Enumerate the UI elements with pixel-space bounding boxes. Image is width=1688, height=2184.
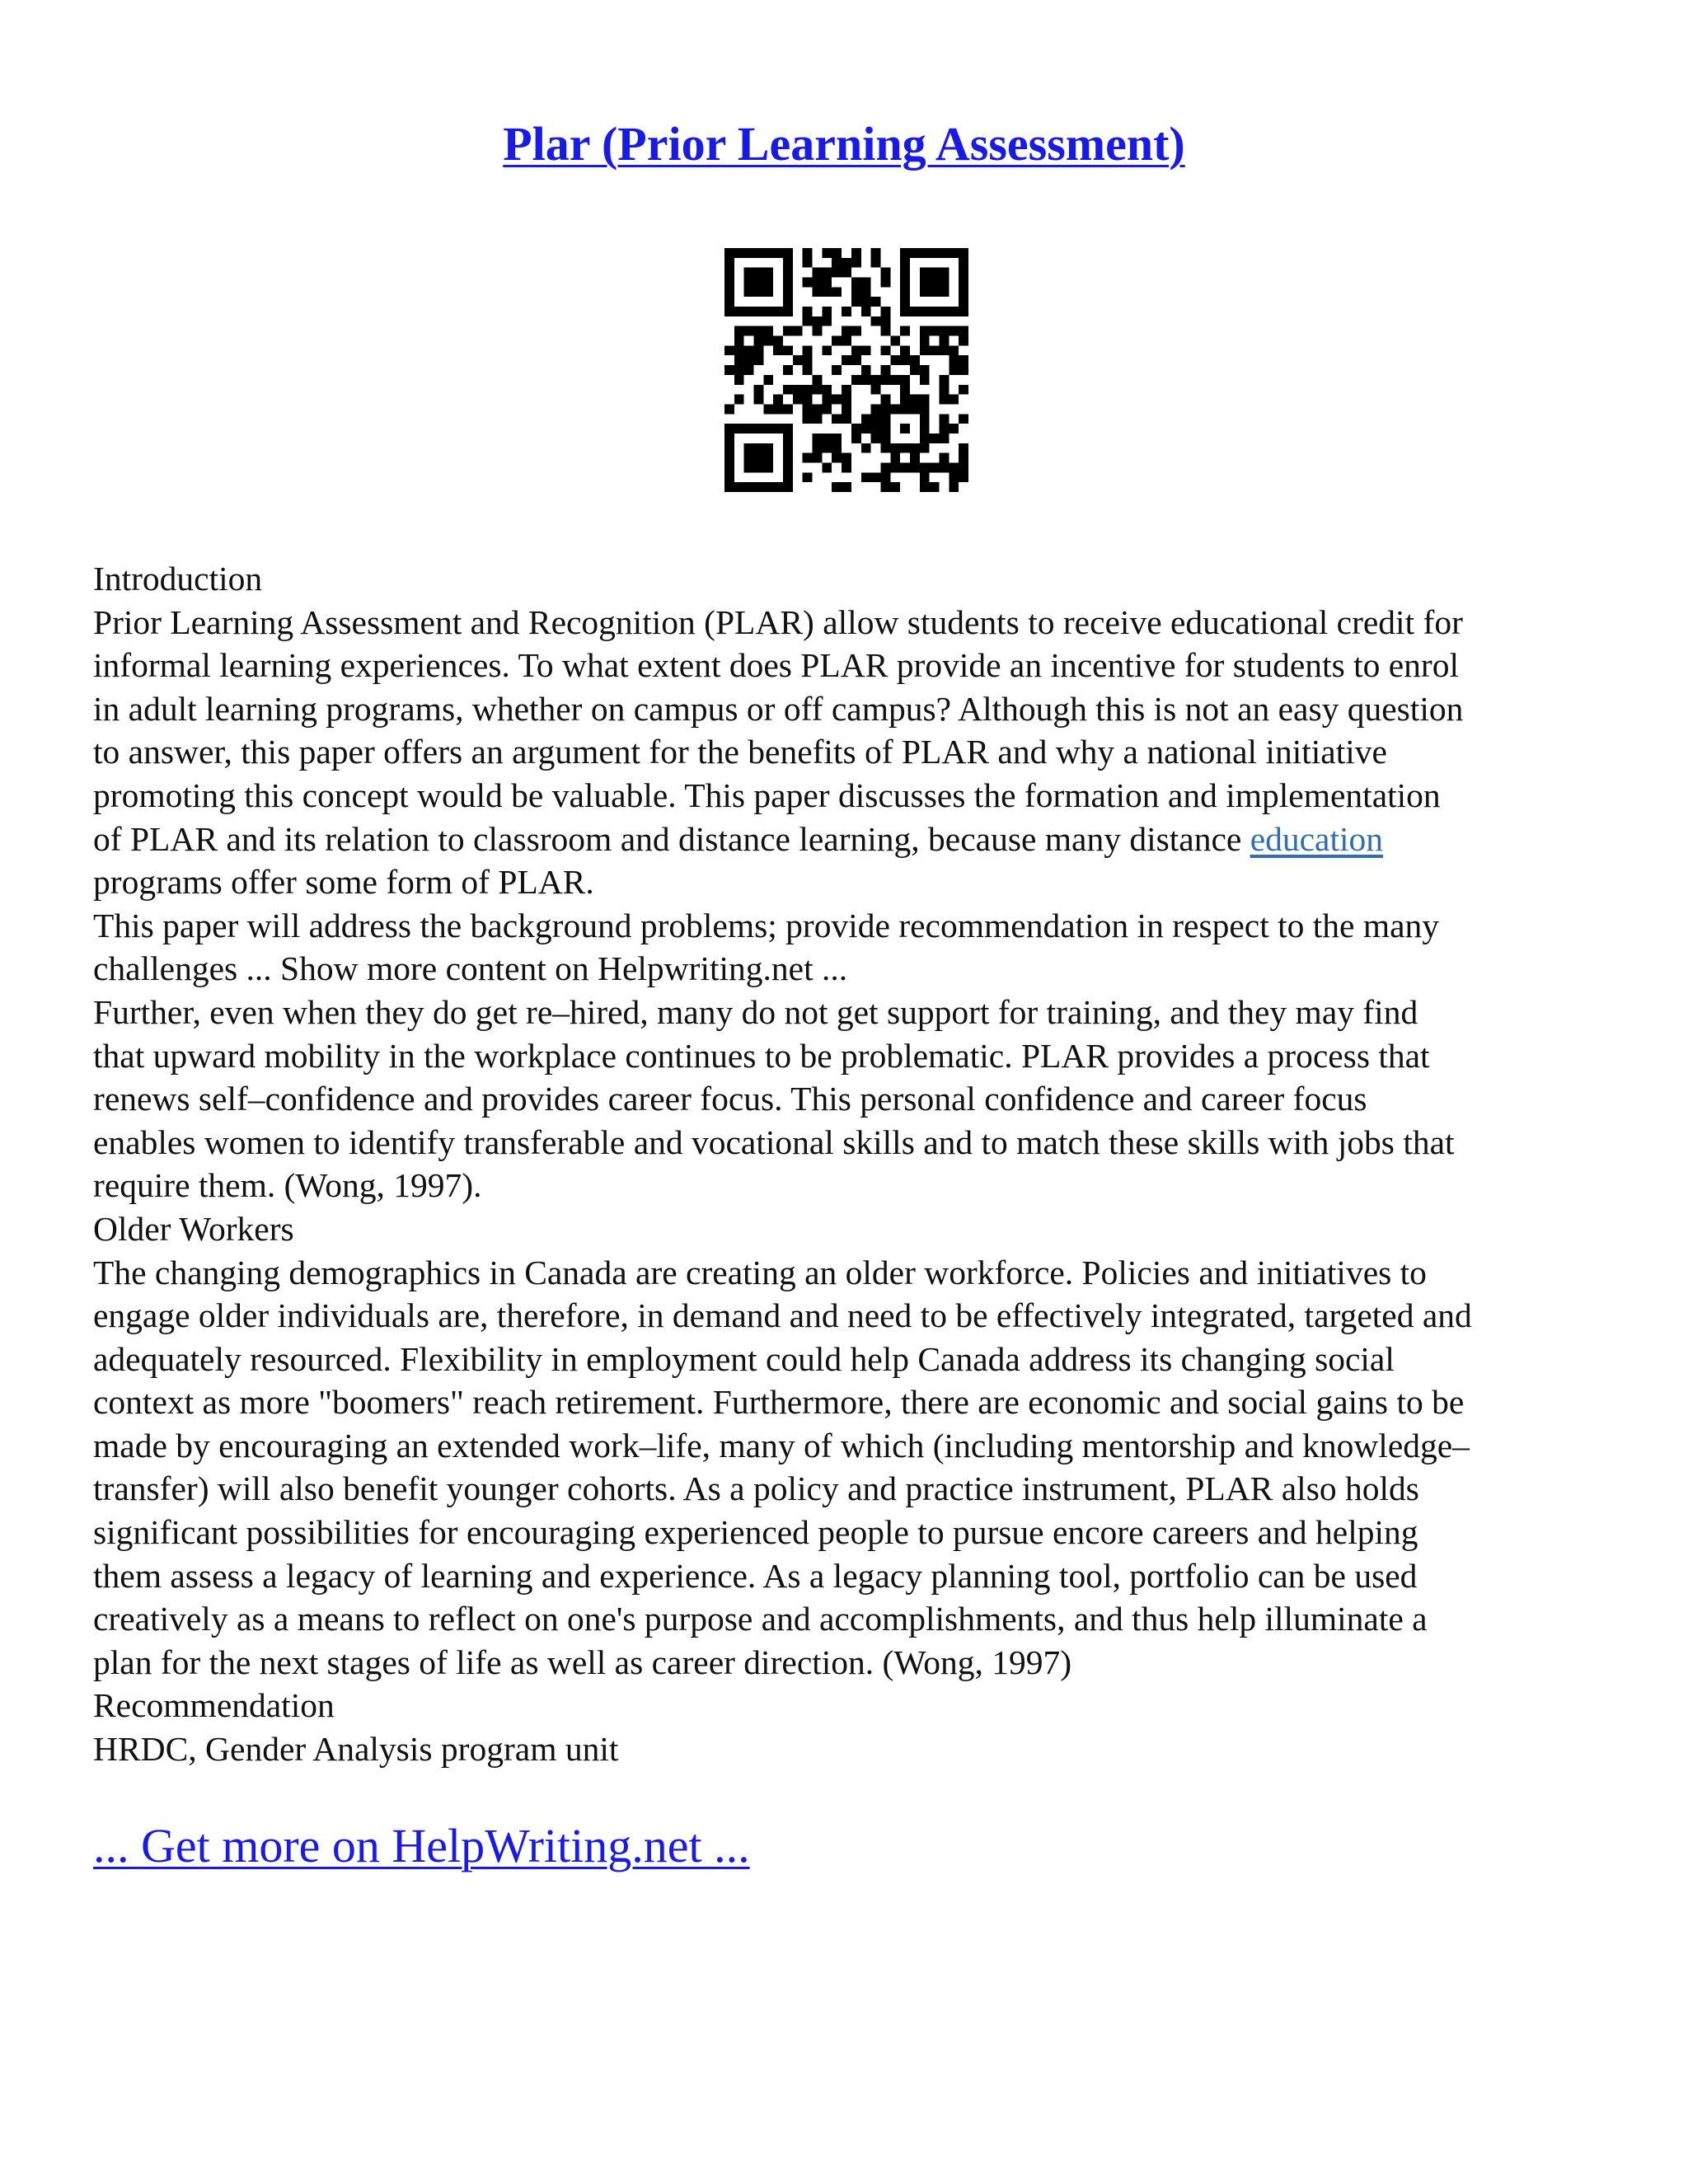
get-more-section bbox=[93, 1817, 750, 1875]
paragraph-line: require them. (Wong, 1997). bbox=[93, 1166, 482, 1205]
paragraph-line: plan for the next stages of life as well as career direction. (Wong, 1997) bbox=[93, 1643, 1072, 1681]
paragraph-line-with-link bbox=[93, 818, 1618, 861]
paragraph-line: them assess a legacy of learning and experience. As a legacy planning tool, portfolio can be used bbox=[93, 1556, 1418, 1595]
paragraph-line: informal learning experiences. To what extent does PLAR provide an incentive for students to enrol bbox=[93, 646, 1460, 685]
paragraph-line: This paper will address the background problems; provide recommendation in respect to the many bbox=[93, 906, 1440, 944]
paragraph-line: made by encouraging an extended work–life, many of which (including mentorship and knowledge– bbox=[93, 1426, 1470, 1465]
paragraph-line: engage older individuals are, therefore, in demand and need to be effectively integrated, targeted and bbox=[93, 1296, 1472, 1335]
document-body bbox=[93, 557, 1618, 1771]
qr-code-icon bbox=[724, 248, 968, 492]
paragraph-line: context as more "boomers" reach retirement. Furthermore, there are economic and social gains to be bbox=[93, 1383, 1465, 1422]
document-title bbox=[0, 115, 1688, 173]
paragraph-line: creatively as a means to reflect on one's purpose and accomplishments, and thus help illuminate a bbox=[93, 1600, 1428, 1638]
paragraph-line: HRDC, Gender Analysis program unit bbox=[93, 1730, 619, 1769]
paragraph-line: The changing demographics in Canada are creating an older workforce. Policies and initiatives to bbox=[93, 1253, 1427, 1291]
paragraph-line: enables women to identify transferable and vocational skills and to match these skills with jobs that bbox=[93, 1122, 1455, 1161]
paragraph-line: programs offer some form of PLAR. bbox=[93, 863, 594, 902]
paragraph-line: challenges ... Show more content on Helpwriting.net ... bbox=[93, 949, 848, 988]
paragraph-line: transfer) will also benefit younger cohorts. As a policy and practice instrument, PLAR also holds bbox=[93, 1469, 1419, 1508]
paragraph-line: to answer, this paper offers an argument for the benefits of PLAR and why a national initiative bbox=[93, 733, 1387, 771]
education-link[interactable]: education bbox=[1250, 819, 1384, 858]
title-link[interactable]: Plar (Prior Learning Assessment) bbox=[503, 117, 1185, 171]
paragraph-line: Prior Learning Assessment and Recognition (PLAR) allow students to receive educational credit for bbox=[93, 602, 1463, 641]
paragraph-line: renews self–confidence and provides career focus. This personal confidence and career focus bbox=[93, 1080, 1367, 1118]
paragraph-line: promoting this concept would be valuable. This paper discusses the formation and implementation bbox=[93, 776, 1441, 814]
paragraph-line: that upward mobility in the workplace continues to be problematic. PLAR provides a process that bbox=[93, 1036, 1430, 1075]
paragraph-line: Further, even when they do get re–hired, many do not get support for training, and they may find bbox=[93, 992, 1418, 1031]
paragraph-line: in adult learning programs, whether on campus or off campus? Although this is not an easy question bbox=[93, 689, 1464, 728]
paragraph-line-text: of PLAR and its relation to classroom and distance learning, because many distance bbox=[93, 819, 1242, 858]
section-heading-older-workers: Older Workers bbox=[93, 1209, 294, 1248]
paragraph-line: adequately resourced. Flexibility in employment could help Canada address its changing social bbox=[93, 1339, 1395, 1378]
get-more-link[interactable]: ... Get more on HelpWriting.net ... bbox=[93, 1819, 750, 1872]
paragraph-line: significant possibilities for encouraging experienced people to pursue encore careers and helping bbox=[93, 1513, 1418, 1552]
section-heading-introduction: Introduction bbox=[93, 560, 263, 598]
section-heading-recommendation: Recommendation bbox=[93, 1686, 335, 1725]
